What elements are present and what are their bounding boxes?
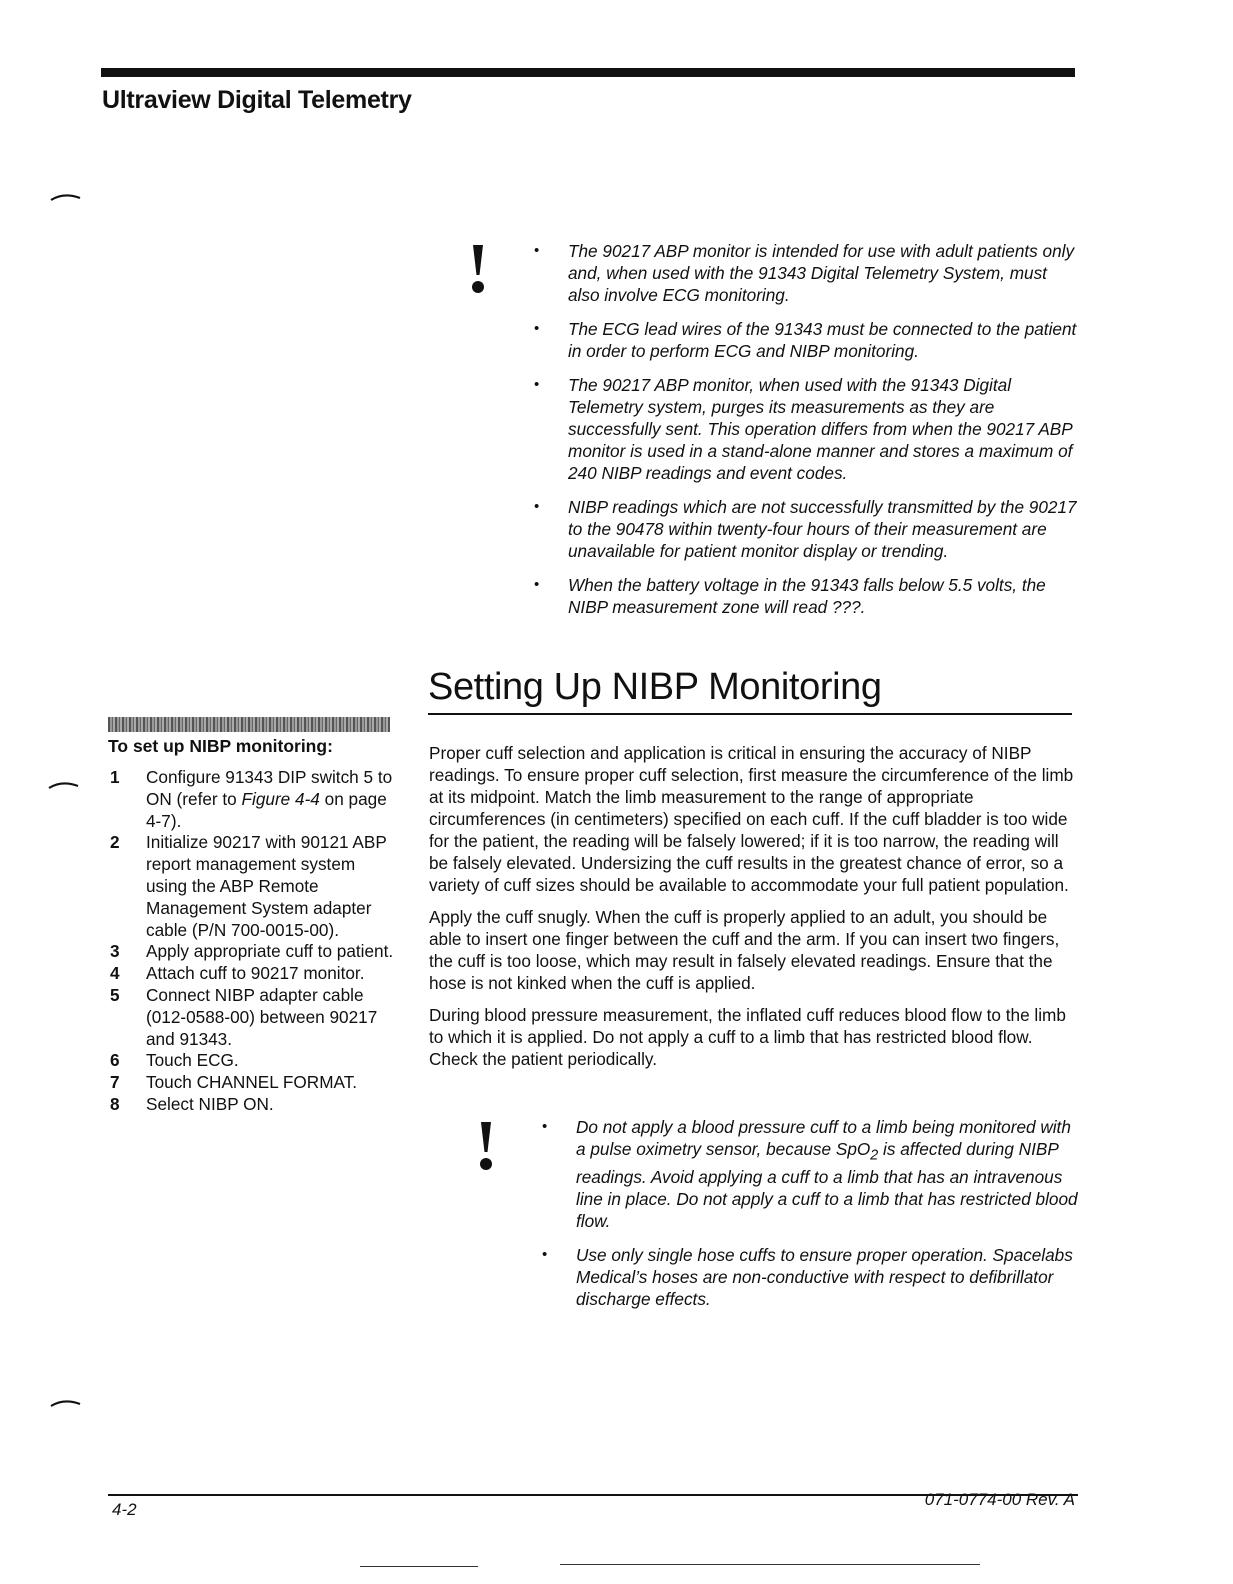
caution-item: • When the battery voltage in the 91343 falls below 5.5 volts, the NIBP measurement zone will read ???.	[532, 574, 1080, 618]
section-rule	[428, 713, 1072, 715]
caution-icon	[466, 243, 490, 303]
procedure-step: 3 Apply appropriate cuff to patient.	[110, 941, 394, 962]
procedure-step: 6 Touch ECG.	[110, 1050, 239, 1071]
page-number: 4-2	[112, 1500, 137, 1519]
running-header-title: Ultraview Digital Telemetry	[102, 86, 412, 114]
caution-item: • NIBP readings which are not successfully transmitted by the 90217 to the 90478 within twenty-four hours of their measurement are unavailable for patient monitor display or trending.	[532, 496, 1080, 562]
procedure-step: 4 Attach cuff to 90217 monitor.	[110, 963, 365, 984]
figure-reference: Figure 4-4	[241, 788, 320, 809]
caution-item: • The ECG lead wires of the 91343 must be connected to the patient in order to perform ECG and NIBP monitoring.	[532, 318, 1080, 362]
procedure-heading: To set up NIBP monitoring:	[108, 736, 333, 756]
margin-mark	[50, 1398, 80, 1406]
scan-artifact	[360, 1566, 478, 1567]
paragraph: During blood pressure measurement, the inflated cuff reduces blood flow to the limb to which it is applied. Do not apply a cuff to a limb that has restricted blood flow. Check the patient periodically.	[429, 1005, 1066, 1069]
procedure-step: 1 Configure 91343 DIP switch 5 to ON (refer to Figure 4-4 on page 4-7).	[110, 767, 393, 831]
paragraph: Proper cuff selection and application is critical in ensuring the accuracy of NIBP readings. To ensure proper cuff selection, first measure the circumference of the limb at its midpoint. Match the limb measurement to the range of appropriate circumferences (in centimeters) specified on each cuff. If the cuff bladder is too wide for the patient, the reading will be falsely lowered; if it is too narrow, the reading will be falsely elevated. Undersizing the cuff results in the greatest chance of error, so a variety of cuff sizes should be available to accommodate your full patient population.	[429, 743, 1074, 895]
paragraph: Apply the cuff snugly. When the cuff is properly applied to an adult, you should be able to insert one finger between the cuff and the arm. If you can insert two fingers, the cuff is too loose, which may result in falsely elevated readings. Ensure that the hose is not kinked when the cuff is applied.	[429, 907, 1060, 993]
procedure-step: 8 Select NIBP ON.	[110, 1093, 274, 1114]
caution-item: • Do not apply a blood pressure cuff to a limb being monitored with a pulse oximetry sensor, because SpO$_2$ is affected during NIBP readings. Avoid applying a cuff to a limb that has an intravenous line in place. Do not apply a cuff to a limb that has restricted blood flow.	[540, 1116, 1080, 1232]
document-number: 071-0774-00 Rev. A	[924, 1490, 1075, 1509]
procedure-step: 7 Touch CHANNEL FORMAT.	[110, 1072, 358, 1093]
caution-item: • The 90217 ABP monitor is intended for use with adult patients only and, when used with the 91343 Digital Telemetry System, must also involve ECG monitoring.	[532, 240, 1080, 306]
procedure-step: 2 Initialize 90217 with 90121 ABP report management system using the ABP Remote Management System adapter cable (P/N 700-0015-00).	[110, 832, 387, 940]
caution-icon	[474, 1120, 498, 1180]
procedure-step: 5 Connect NIBP adapter cable (012-0588-00) between 90217 and 91343.	[110, 984, 378, 1049]
procedure-steps	[108, 767, 398, 1116]
section-title: Setting Up NIBP Monitoring	[428, 666, 882, 708]
margin-mark	[50, 192, 80, 200]
body-text	[429, 742, 1074, 1080]
scan-artifact	[560, 1564, 980, 1565]
caution-list-bottom	[540, 1116, 1080, 1322]
margin-mark	[48, 780, 78, 788]
caution-list-top	[532, 240, 1080, 630]
caution-item: • Use only single hose cuffs to ensure proper operation. Spacelabs Medical’s hoses are non-conductive with respect to defibrillator discharge effects.	[540, 1244, 1080, 1310]
procedure-bar	[108, 717, 390, 732]
caution-item: • The 90217 ABP monitor, when used with the 91343 Digital Telemetry system, purges its measurements as they are successfully sent. This operation differs from when the 90217 ABP monitor is used in a stand-alone manner and stores a maximum of 240 NIBP readings and event codes.	[532, 374, 1080, 484]
header-rule	[101, 68, 1075, 77]
